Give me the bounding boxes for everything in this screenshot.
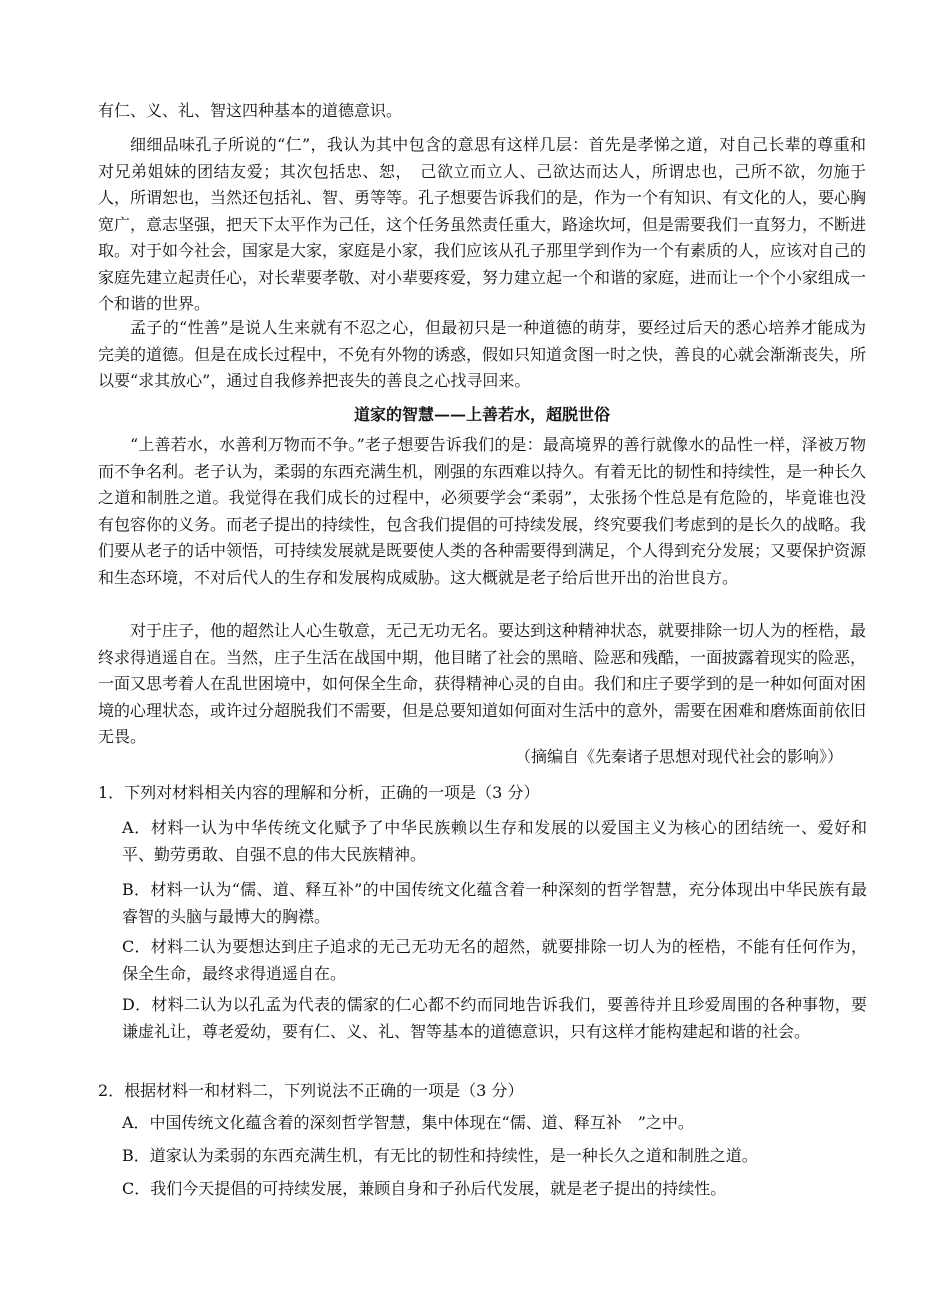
passage-paragraph-laozi xyxy=(98,432,866,591)
question-2-stem: 2．根据材料一和材料二，下列说法不正确的一项是（3 分） xyxy=(98,1081,524,1100)
paragraph-text: “上善若水，水善利万物而不争。”老子想要告诉我们的是：最高境界的善行就像水的品性一样，泽被万物而不争名利。老子认为，柔弱的东西充满生机，刚强的东西难以持久。有着无比的韧性和持续性，是一种长久之道和制胜之道。我觉得在我们成长的过程中，必须要学会“柔弱”，太张扬个性总是有危险的，毕竟谁也没有包容你的义务。而老子提出的持续性，包含我们提倡的可持续发展，终究要我们考虑到的是长久的战略。我们要从老子的话中领悟，可持续发展就是既要使人类的各种需要得到满足，个人得到充分发展；又要保护资源和生态环境，不对后代人的生存和发展构成威胁。这大概就是老子给后世开出的治世良方。 xyxy=(98,435,867,587)
question-1-stem: 1．下列对材料相关内容的理解和分析，正确的一项是（3 分） xyxy=(98,783,540,802)
question-1-option-c: C．材料二认为要想达到庄子追求的无己无功无名的超然，就要排除一切人为的桎梏，不能有任何作为，保全生命，最终求得逍遥自在。 xyxy=(122,937,867,983)
passage-paragraph-confucius xyxy=(98,132,866,318)
question-2-option-c: C．我们今天提倡的可持续发展，兼顾自身和子孙后代发展，就是老子提出的持续性。 xyxy=(122,1179,727,1198)
question-1-option-b: B．材料一认为“儒、道、释互补”的中国传统文化蕴含着一种深刻的哲学智慧，充分体现出中华民族有最睿智的头脑与最博大的胸襟。 xyxy=(122,880,867,926)
passage-paragraph-mencius xyxy=(98,315,866,395)
question-2-option-b: B．道家认为柔弱的东西充满生机，有无比的韧性和持续性，是一种长久之道和制胜之道。 xyxy=(122,1146,758,1165)
paragraph-text: 细细品味孔子所说的“仁”，我认为其中包含的意思有这样几层：首先是孝悌之道，对自己长辈的尊重和对兄弟姐妹的团结友爱；其次包括忠、恕， 己欲立而立人、己欲达而达人，所谓忠也，己所不欲，勿施于人，所谓恕也，当然还包括礼、智、勇等等。孔子想要告诉我们的是，作为一个有知识、有文化的人，要心胸宽广，意志坚强，把天下太平作为己任，这个任务虽然责任重大，路途坎坷，但是需要我们一直努力，不断进取。对于如今社会，国家是大家，家庭是小家，我们应该从孔子那里学到作为一个有素质的人，应该对自己的家庭先建立起责任心，对长辈要孝敬、对小辈要疼爱，努力建立起一个和谐的家庭，进而让一个个小家组成一个和谐的世界。 xyxy=(98,135,867,313)
paragraph-text: 对于庄子，他的超然让人心生敬意，无己无功无名。要达到这种精神状态，就要排除一切人为的桎梏，最终求得逍遥自在。当然，庄子生活在战国中期，他目睹了社会的黑暗、险恶和残酷，一面披露着现实的险恶，一面又思考着人在乱世困境中，如何保全生命，获得精神心灵的自由。我们和庄子要学到的是一种如何面对困境的心理状态，或许过分超脱我们不需要，但是总要知道如何面对生活中的意外，需要在困难和磨炼面前依旧无畏。 xyxy=(98,621,867,746)
question-2-option-a: A．中国传统文化蕴含着的深刻哲学智慧，集中体现在“儒、道、释互补 ”之中。 xyxy=(122,1113,694,1132)
paragraph-text: 有仁、义、礼、智这四种基本的道德意识。 xyxy=(98,101,403,120)
paragraph-text: 孟子的“性善”是说人生来就有不忍之心，但最初只是一种道德的萌芽，要经过后天的悉心培养才能成为完美的道德。但是在成长过程中，不免有外物的诱惑，假如只知道贪图一时之快，善良的心就会渐渐丧失，所以要“求其放心”，通过自我修养把丧失的善良之心找寻回来。 xyxy=(98,318,867,390)
question-1-option-d: D．材料二认为以孔孟为代表的儒家的仁心都不约而同地告诉我们，要善待并且珍爱周围的各种事物，要谦虚礼让，尊老爱幼，要有仁、义、礼、智等基本的道德意识，只有这样才能构建起和谐的社会。 xyxy=(122,995,867,1041)
passage-paragraph-zhuangzi xyxy=(98,618,866,751)
question-1-option-a: A．材料一认为中华传统文化赋予了中华民族赖以生存和发展的以爱国主义为核心的团结统一、爱好和平、勤劳勇敢、自强不息的伟大民族精神。 xyxy=(122,818,867,864)
passage-paragraph-0 xyxy=(98,98,866,125)
source-citation: （摘编自《先秦诸子思想对现代社会的影响》） xyxy=(514,747,843,766)
section-title: 道家的智慧——上善若水，超脱世俗 xyxy=(353,405,610,424)
